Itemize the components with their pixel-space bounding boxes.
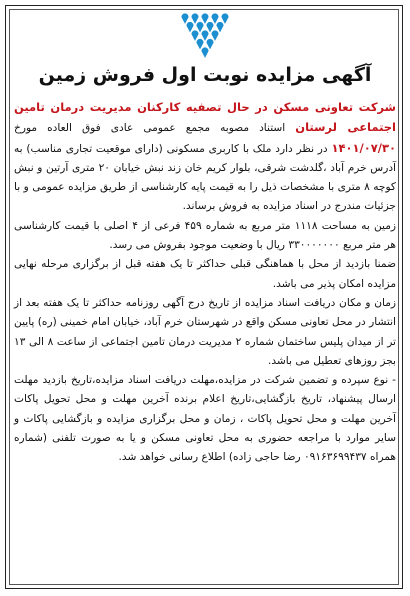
intro-text-1: استناد مصوبه مجمع عمومی عادی فوق العاده مورخ [14,122,296,135]
logo-drop [206,22,213,32]
logo-drop [181,13,188,23]
paragraph-documents: زمان و مکان دریافت اسناد مزایده از تاریخ درج آگهی روزنامه حداکثر تا یک هفته بعد از انتشار در محل تعاونی مسکن واقع در شهرستان خرم آباد، خیابان امام خمینی (ره) پایین تر از میدان پلیس ساختمان شماره ۲ مدیریت درمان تامین اجتماعی از ساعت ۸ الی ۱۳ بجز روزهای تعطیل می باشد. [14,296,396,367]
organization-name: شرکت تعاونی مسکن در حال تصفیه کارکنان مدیریت درمان تامین اجتماعی لرستان [14,100,397,135]
logo-drop [196,22,203,32]
paragraph-terms: - نوع سپرده و تضمین شرکت در مزایده،مهلت دریافت اسناد مزایده،تاریخ بازدید مهلت ارسال پیشنهاد، تاریخ بازگشایی،تاریخ اعلام برنده آخرین مهلت و محل تحویل پاکات آخرین مهلت و محل تحویل پاکات ، زمان و محل برگزاری مزایده و بازگشایی پاکات و سایر موارد با مراجعه حضوری به محل تعاونی مسکن و یا به صورت تلفنی (شماره همراه ۰۹۱۶۳۶۹۹۴۳۷ رضا حاجی زاده) اطلاع رسانی خواهد شد. [14,374,396,464]
logo-drop [211,30,218,40]
logo-drop [201,30,208,40]
logo-drop [216,22,223,32]
paragraph-visit: ضمنا بازدید از محل با هماهنگی قبلی حداکثر تا یک هفته قبل از برگزاری مرحله نهایی مزایده امکان پذیر می باشد. [14,258,396,290]
logo-drop [201,47,208,57]
notice-title: آگهی مزایده نوبت اول فروش زمین [38,64,372,86]
logo-drop [196,39,203,49]
resolution-date: ۱۴۰۱/۰۷/۳۰ [331,140,396,155]
logo-drop [186,22,193,32]
logo-drop [211,13,218,23]
logo-drop [221,13,228,23]
logo-drop [206,39,213,49]
paragraph-intro [14,98,396,217]
logo-drop [191,30,198,40]
logo-drop [191,13,198,23]
logo-drop [201,13,208,23]
intro-text-2: در نظر دارد ملک با کاربری مسکونی (دارای موقعیت تجاری مناسب) به آدرس خرم آباد ،گلدشت شرقی، بلوار کریم خان زند نبش خیابان ۲۰ متری آرتین و نبش کوچه ۸ متری با مشخصات ذیل را به قیمت پایه کارشناسی از طریق مزایده عمومی و با جزئیات مندرج در اسناد مزایده به فروش برساند. [14,142,396,213]
paragraph-land-details: زمین به مساحت ۱۱۱۸ متر مربع به شماره ۴۵۹ فرعی از ۴ اصلی با قیمت کارشناسی هر متر مربع ۳۳۰۰۰۰۰۰۰ ریال با وضعیت موجود بفروش می رسد. [14,219,396,252]
drop-triangle-logo-icon [176,12,234,60]
notice-body [14,98,396,468]
